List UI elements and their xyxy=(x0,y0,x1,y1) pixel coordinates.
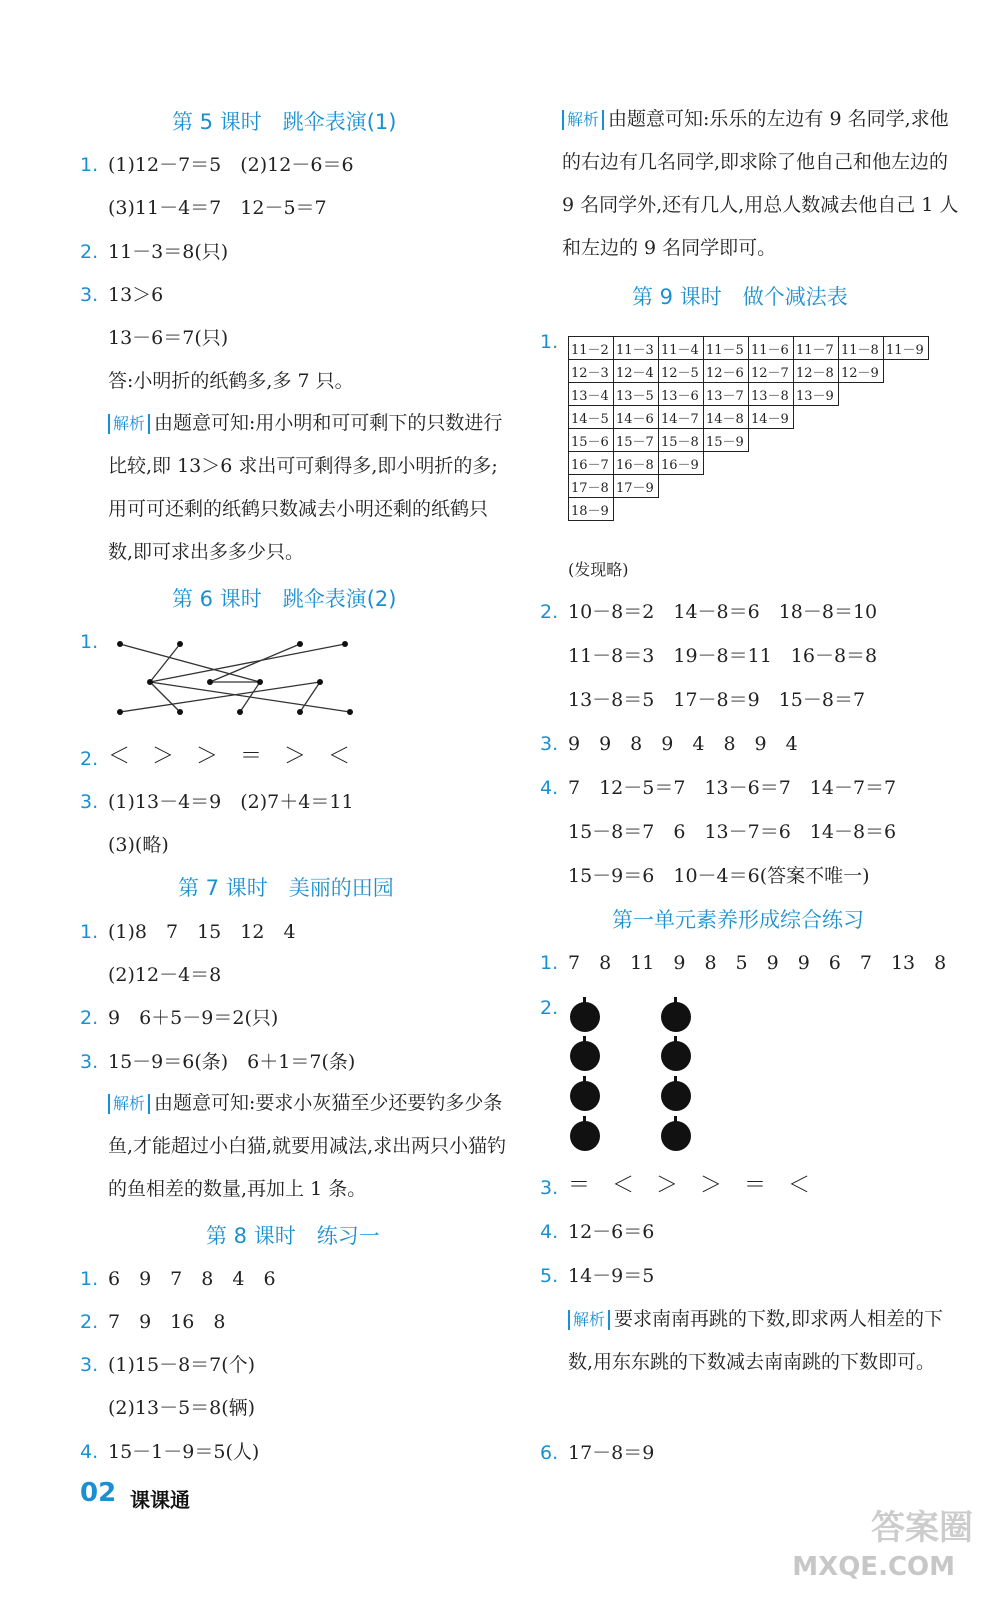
q-number: 3. xyxy=(80,791,99,813)
q-number: 1. xyxy=(80,631,99,653)
table-cell: 16－7 xyxy=(569,452,614,475)
table-cell: 13－4 xyxy=(569,383,614,406)
table-row xyxy=(569,383,929,406)
q-number: 4. xyxy=(540,1221,559,1243)
table-cell: 12－6 xyxy=(704,360,749,383)
unit1-title: 第一单元素养形成综合练习 xyxy=(612,908,864,932)
table-cell: 12－7 xyxy=(749,360,794,383)
table-cell: 15－6 xyxy=(569,429,614,452)
analysis-block xyxy=(108,402,508,574)
table-cell: 11－3 xyxy=(614,337,659,360)
answer-line: (2)13－5＝8(辆) xyxy=(108,1397,256,1419)
analysis-tag: 解析 xyxy=(108,414,150,434)
q-number: 3. xyxy=(540,1177,559,1199)
q-number: 1. xyxy=(540,952,559,974)
q-number: 2. xyxy=(540,997,559,1019)
answer-line: 17－8＝9 xyxy=(568,1442,655,1464)
brand-name: 课课通 xyxy=(130,1488,190,1512)
q-number: 1. xyxy=(540,331,559,353)
table-cell: 12－3 xyxy=(569,360,614,383)
table-cell: 17－9 xyxy=(614,475,659,498)
analysis-tag: 解析 xyxy=(568,1310,610,1330)
table-row xyxy=(569,498,929,521)
table-cell: 13－6 xyxy=(659,383,704,406)
table-cell: 15－9 xyxy=(704,429,749,452)
table-cell: 14－7 xyxy=(659,406,704,429)
table-cell: 15－7 xyxy=(614,429,659,452)
table-row xyxy=(569,452,929,475)
analysis-text: 要求南南再跳的下数,即求两人相差的下数,用东东跳的下数减去南南跳的下数即可。 xyxy=(568,1308,944,1373)
answer-line: 13＞6 xyxy=(108,284,164,306)
subtraction-table xyxy=(568,336,929,521)
q-number: 3. xyxy=(540,733,559,755)
lesson6-title: 第 6 课时 跳伞表演(2) xyxy=(172,587,397,611)
answer-line: ＜ ＞ ＞ ＝ ＞ ＜ xyxy=(108,744,351,769)
q-number: 2. xyxy=(80,748,99,770)
answer-line: 13－8＝5 17－8＝9 15－8＝7 xyxy=(568,689,866,711)
table-cell: 14－6 xyxy=(614,406,659,429)
table-cell: 12－4 xyxy=(614,360,659,383)
table-cell: 11－4 xyxy=(659,337,704,360)
table-cell: 11－7 xyxy=(794,337,839,360)
table-cell: 11－6 xyxy=(749,337,794,360)
lesson5-title: 第 5 课时 跳伞表演(1) xyxy=(172,110,397,134)
answer-line: (1)8 7 15 12 4 xyxy=(108,921,296,943)
analysis-text: 由题意可知:用小明和可可剩下的只数进行比较,即 13＞6 求出可可剩得多,即小明折的多;用可可还剩的纸鹤只数减去小明还剩的纸鹤只数,即可求出多多少只。 xyxy=(108,412,503,563)
page-number: 02 xyxy=(80,1478,117,1508)
answer-line: 15－9＝6 10－4＝6(答案不唯一) xyxy=(568,865,870,887)
table-cell: 11－5 xyxy=(704,337,749,360)
answer-line: (2)12－4＝8 xyxy=(108,964,222,986)
table-cell: 11－2 xyxy=(569,337,614,360)
table-cell: 14－8 xyxy=(704,406,749,429)
lesson8-title: 第 8 课时 练习一 xyxy=(206,1224,380,1248)
q-number: 1. xyxy=(80,1268,99,1290)
table-cell: 12－8 xyxy=(794,360,839,383)
q-number: 3. xyxy=(80,1354,99,1376)
answer-line: (3)(略) xyxy=(108,834,169,856)
q-number: 2. xyxy=(540,601,559,623)
table-cell: 11－9 xyxy=(884,337,929,360)
analysis-block xyxy=(108,1082,508,1211)
apple-icon xyxy=(570,1041,600,1071)
table-cell: 11－8 xyxy=(839,337,884,360)
q-number: 6. xyxy=(540,1442,559,1464)
apple-icon xyxy=(661,1081,691,1111)
apple-icon xyxy=(661,1121,691,1151)
table-cell: 16－8 xyxy=(614,452,659,475)
answer-line: 9 9 8 9 4 8 9 4 xyxy=(568,733,798,755)
answer-line: 7 8 11 9 8 5 9 9 6 7 13 8 xyxy=(568,952,947,974)
q-number: 3. xyxy=(80,1051,99,1073)
table-cell: 13－9 xyxy=(794,383,839,406)
answer-line: ＝ ＜ ＞ ＞ ＝ ＜ xyxy=(568,1173,811,1198)
answer-line: (1)15－8＝7(个) xyxy=(108,1354,256,1376)
note: (发现略) xyxy=(568,560,629,579)
answer-line: 12－6＝6 xyxy=(568,1221,655,1243)
table-cell: 17－8 xyxy=(569,475,614,498)
q-number: 2. xyxy=(80,1311,99,1333)
apple-icon xyxy=(570,1121,600,1151)
analysis-text: 由题意可知:乐乐的左边有 9 名同学,求他的右边有几名同学,即求除了他自己和他左边的 9 名同学外,还有几人,用总人数减去他自己 1 人和左边的 9 名同学即可。 xyxy=(562,108,959,259)
table-row xyxy=(569,406,929,429)
table-row xyxy=(569,360,929,383)
table-cell: 13－5 xyxy=(614,383,659,406)
analysis-block xyxy=(562,98,962,270)
watermark-logo: 答案圈 xyxy=(871,1508,973,1548)
answer-line: 答:小明折的纸鹤多,多 7 只。 xyxy=(108,370,354,392)
answer-line: (1)12－7＝5 (2)12－6＝6 xyxy=(108,154,354,176)
q-number: 2. xyxy=(80,241,99,263)
q-number: 5. xyxy=(540,1265,559,1287)
analysis-text: 由题意可知:要求小灰猫至少还要钓多少条鱼,才能超过小白猫,就要用减法,求出两只小猫钓的鱼相差的数量,再加上 1 条。 xyxy=(108,1092,507,1200)
table-row xyxy=(569,429,929,452)
analysis-tag: 解析 xyxy=(562,110,604,130)
answer-line: 13－6＝7(只) xyxy=(108,327,229,349)
apple-icon xyxy=(661,1041,691,1071)
answer-line: 7 9 16 8 xyxy=(108,1311,226,1333)
watermark-url: MXQE.COM xyxy=(792,1552,955,1582)
matching-diagram xyxy=(110,630,360,725)
answer-line: 10－8＝2 14－8＝6 18－8＝10 xyxy=(568,601,878,623)
table-row xyxy=(569,475,929,498)
apple-icon xyxy=(570,1002,600,1032)
lesson9-title: 第 9 课时 做个减法表 xyxy=(632,285,848,309)
table-cell: 14－5 xyxy=(569,406,614,429)
table-cell: 12－9 xyxy=(839,360,884,383)
table-row xyxy=(569,337,929,360)
answer-line: 15－8＝7 6 13－7＝6 14－8＝6 xyxy=(568,821,897,843)
answer-line: 7 12－5＝7 13－6＝7 14－7＝7 xyxy=(568,777,897,799)
analysis-block xyxy=(568,1298,968,1384)
answer-line: 6 9 7 8 4 6 xyxy=(108,1268,276,1290)
apple-icon xyxy=(570,1081,600,1111)
answer-line: 15－9＝6(条) 6＋1＝7(条) xyxy=(108,1051,356,1073)
table-cell: 12－5 xyxy=(659,360,704,383)
answer-line: 11－3＝8(只) xyxy=(108,241,229,263)
table-cell: 16－9 xyxy=(659,452,704,475)
lesson7-title: 第 7 课时 美丽的田园 xyxy=(178,876,394,900)
table-cell: 13－7 xyxy=(704,383,749,406)
answer-line: (3)11－4＝7 12－5＝7 xyxy=(108,197,327,219)
table-cell: 18－9 xyxy=(569,498,614,521)
q-number: 4. xyxy=(540,777,559,799)
apple-icon xyxy=(661,1002,691,1032)
answer-line: 11－8＝3 19－8＝11 16－8＝8 xyxy=(568,645,878,667)
q-number: 1. xyxy=(80,921,99,943)
q-number: 2. xyxy=(80,1007,99,1029)
q-number: 4. xyxy=(80,1441,99,1463)
answer-line: 14－9＝5 xyxy=(568,1265,655,1287)
analysis-tag: 解析 xyxy=(108,1094,150,1114)
table-cell: 14－9 xyxy=(749,406,794,429)
q-number: 3. xyxy=(80,284,99,306)
answer-line: 15－1－9＝5(人) xyxy=(108,1441,260,1463)
table-cell: 13－8 xyxy=(749,383,794,406)
q-number: 1. xyxy=(80,154,99,176)
table-cell: 15－8 xyxy=(659,429,704,452)
answer-line: 9 6＋5－9＝2(只) xyxy=(108,1007,279,1029)
answer-line: (1)13－4＝9 (2)7＋4＝11 xyxy=(108,791,354,813)
